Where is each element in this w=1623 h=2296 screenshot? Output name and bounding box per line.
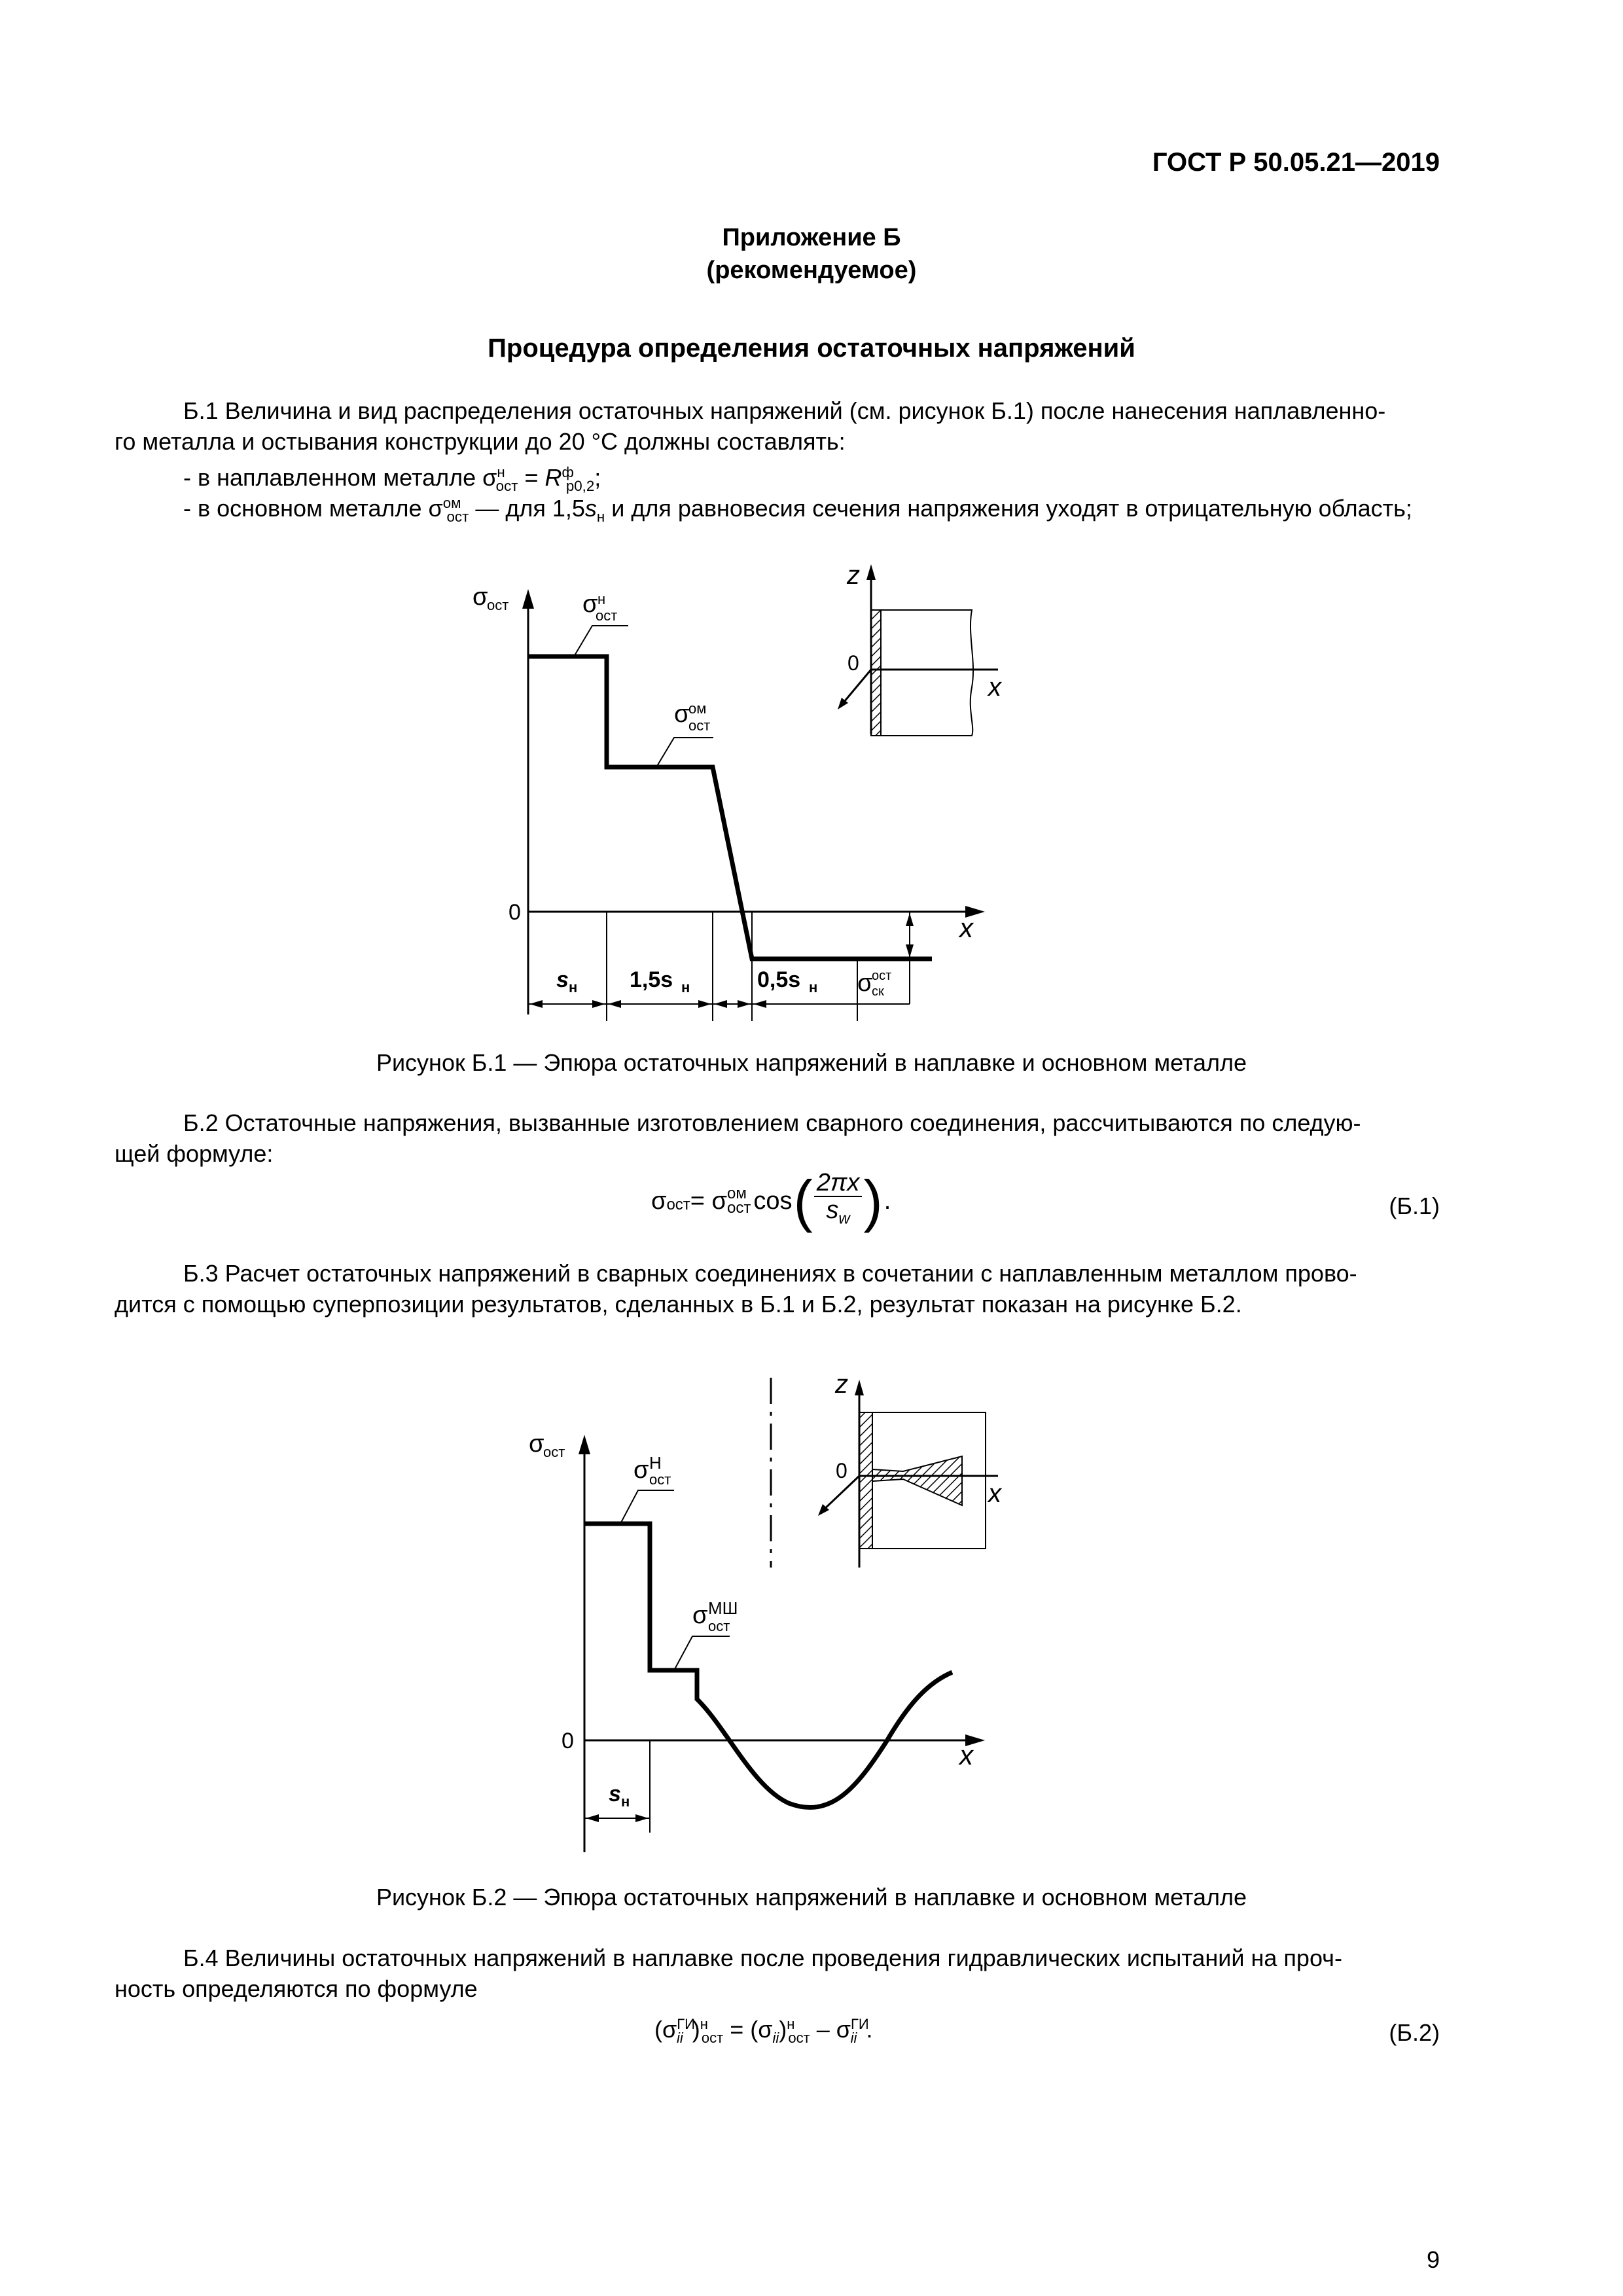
svg-text:0: 0 [847,651,859,675]
svg-text:σ: σ [674,700,690,728]
para-b2-line1: Б.2 Остаточные напряжения, вызванные изготовлением сварного соединения, рассчитываются по следую- [183,1109,1361,1136]
svg-text:0,5s: 0,5s [757,967,801,992]
page-number: 9 [1426,2246,1440,2273]
svg-text:МШ: МШ [708,1598,738,1618]
svg-text:ост: ост [688,717,711,734]
svg-text:Н: Н [649,1453,662,1473]
svg-text:x: x [959,1740,973,1770]
svg-text:z: z [847,561,860,590]
figure-b1-caption: Рисунок Б.1 — Эпюра остаточных напряжений в наплавке и основном металле [376,1049,1247,1076]
svg-text:ом: ом [688,700,707,717]
formula-b2: ($\sigma^{ГИ}_{ii}$ )$^н_{ост} = (\sigma_{ii})^н_{ост} - \sigma^{ГИ}_{ii}$ . [654,2016,873,2047]
svg-text:σ: σ [692,1602,708,1629]
svg-text:z: z [835,1370,848,1399]
svg-text:σ: σ [582,590,598,618]
para-b1-line2: го металла и остывания конструкции до 20 °С должны составлять: [115,428,846,455]
svg-text:x: x [988,673,1001,702]
standard-number: ГОСТ Р 50.05.21—2019 [1152,148,1440,177]
para-b1-item2: - в основном металле $\sigma^{ом}_{ост}$ — для $1,5s_н$ и для равновесия сечения напряжения уходят в отрицательную область; [183,495,1412,526]
formula-b1-number: (Б.1) [1389,1193,1440,1219]
svg-text:н: н [681,979,690,996]
svg-text:σ: σ [529,1430,544,1458]
svg-text:ост: ост [487,597,509,613]
appendix-status: (рекомендуемое) [706,257,917,284]
para-b2-line2: щей формуле: [115,1140,274,1167]
svg-text:н: н [569,979,578,996]
svg-text:ост: ост [543,1444,565,1460]
svg-text:0: 0 [562,1729,574,1753]
formula-b1: σ $_{ост}$ = σ ом ост cos ( $\frac{2\pi x}{s_w}$ ) . [651,1168,891,1233]
svg-text:σ: σ [633,1456,649,1484]
svg-text:н: н [809,979,818,996]
formula-b2-number: (Б.2) [1389,2019,1440,2046]
para-b3-line2: дится с помощью суперпозиции результатов, сделанных в Б.1 и Б.2, результат показан на рисунке Б.2. [115,1291,1242,1318]
svg-text:н: н [597,591,606,607]
appendix-title: Приложение Б [722,224,901,251]
svg-text:s: s [556,967,569,992]
svg-text:0: 0 [508,900,521,925]
figure-b1 [0,0,1623,1080]
svg-text:ск: ск [872,984,884,999]
svg-text:x: x [959,912,973,943]
para-b1-line1: Б.1 Величина и вид распределения остаточных напряжений (см. рисунок Б.1) после нанесения наплавленно- [183,397,1386,424]
figure-b2 [0,1342,1623,1865]
svg-text:1,5s: 1,5s [630,967,673,992]
svg-text:ост: ост [596,607,618,624]
svg-text:x: x [988,1479,1001,1508]
para-b4-line1: Б.4 Величины остаточных напряжений в наплавке после проведения гидравлических испытаний на проч- [183,1945,1342,1971]
svg-text:ост: ост [872,969,892,983]
svg-text:0: 0 [836,1459,847,1482]
svg-text:s: s [609,1782,621,1806]
para-b4-line2: ность определяются по формуле [115,1975,478,2002]
para-b1-item1: - в наплавленном металле $\sigma^н_{ост} = R^ф_{p0,2}$; [183,464,601,495]
fig1-sigma-label: σ [473,583,488,611]
section-heading: Процедура определения остаточных напряжений [488,334,1135,363]
svg-text:ост: ост [708,1618,730,1634]
svg-text:ост: ост [649,1471,671,1488]
figure-b2-caption: Рисунок Б.2 — Эпюра остаточных напряжений в наплавке и основном металле [376,1884,1247,1910]
svg-text:σ: σ [857,969,873,997]
svg-text:н: н [621,1793,630,1810]
fig2-stress-profile [584,1524,952,1808]
para-b3-line1: Б.3 Расчет остаточных напряжений в сварных соединениях в сочетании с наплавленным металлом прово- [183,1260,1357,1287]
